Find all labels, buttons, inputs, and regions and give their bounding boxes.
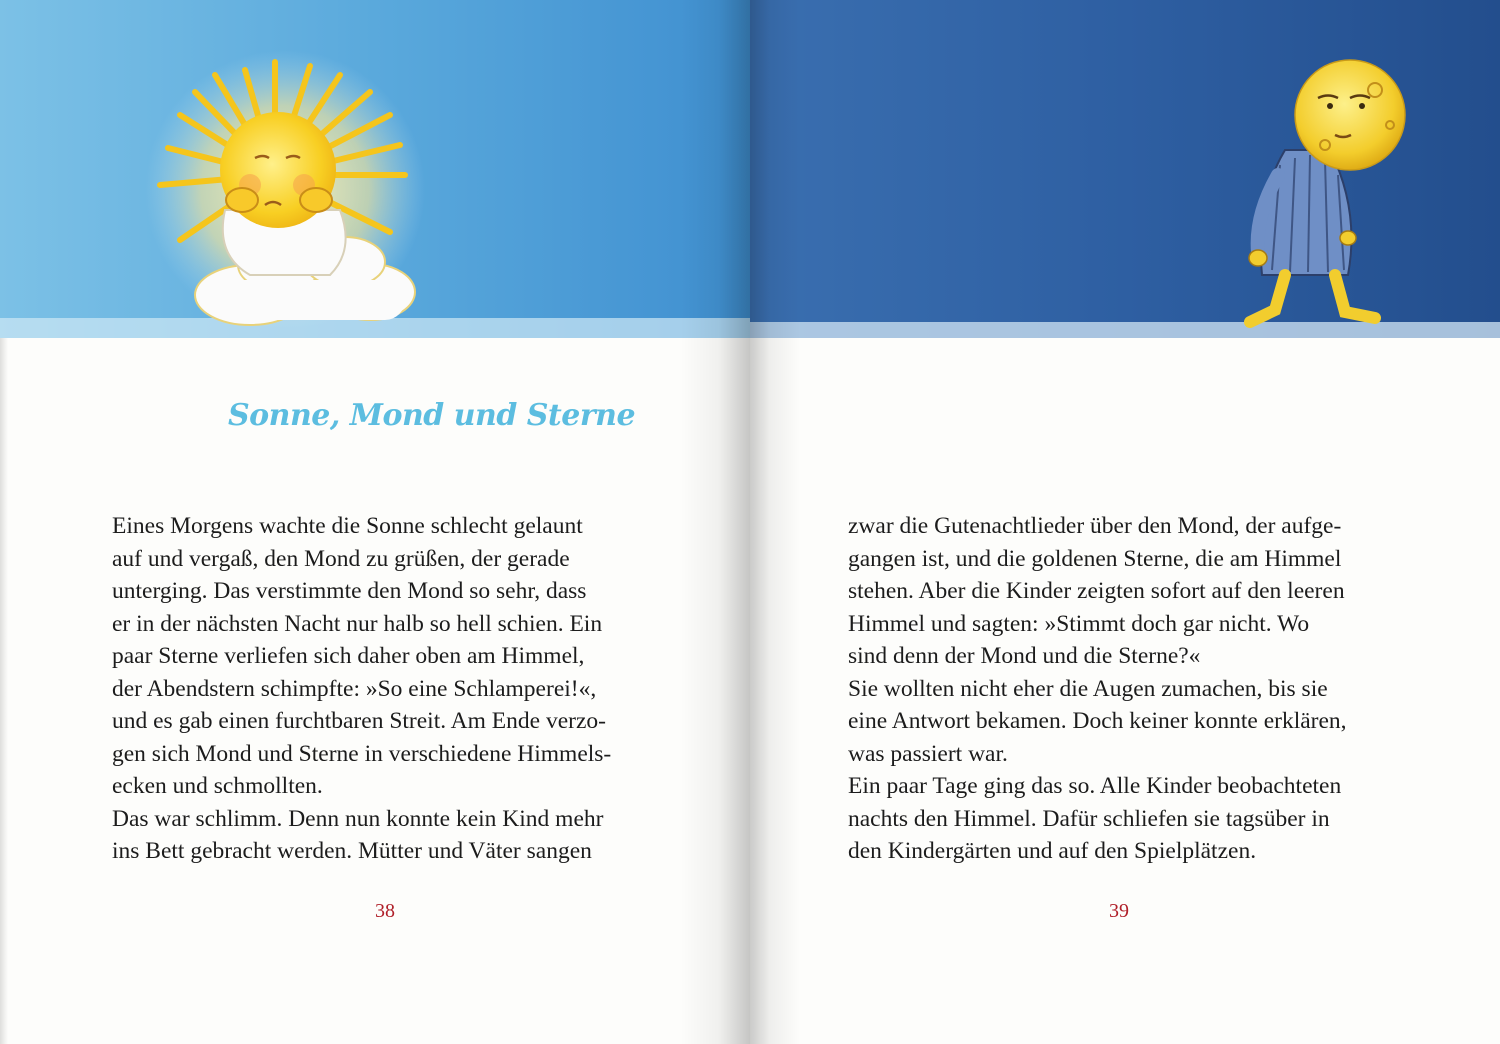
text-line: ecken und schmollten.	[112, 773, 323, 799]
left-page-text	[112, 510, 652, 868]
moon-illustration-svg	[750, 0, 1500, 338]
text-line: gangen ist, und die goldenen Sterne, die am Himmel	[848, 545, 1342, 572]
page-number-left: 38	[375, 900, 395, 922]
text-line: eine Antwort bekamen. Doch keiner konnte erklären,	[848, 708, 1347, 734]
text-line: Ein paar Tage ging das so. Alle Kinder beobachteten	[848, 773, 1342, 799]
text-line: ins Bett gebracht werden. Mütter und Väter sangen	[112, 838, 592, 864]
text-line: unterging. Das verstimmte den Mond so sehr, dass	[112, 578, 587, 604]
text-line: Himmel und sagten: »Stimmt doch gar nicht. Wo	[848, 610, 1310, 637]
text-line: Sie wollten nicht eher die Augen zumachen, bis sie	[848, 675, 1328, 702]
moon-face	[1295, 60, 1405, 170]
text-line: der Abendstern schimpfte: »So eine Schlamperei!«,	[112, 675, 597, 702]
text-line: den Kindergärten und auf den Spielplätzen.	[848, 838, 1257, 864]
text-line: nachts den Himmel. Dafür schliefen sie tagsüber in	[848, 805, 1330, 832]
text-line: zwar die Gutenachtlieder über den Mond, der aufge-	[848, 513, 1342, 539]
text-line: Eines Morgens wachte die Sonne schlecht gelaunt	[112, 513, 583, 539]
right-page-text	[848, 510, 1388, 868]
text-line: gen sich Mond und Sterne in verschiedene Himmels-	[112, 740, 612, 767]
chapter-title: Sonne, Mond und Sterne	[228, 398, 636, 433]
text-line: paar Sterne verliefen sich daher oben am Himmel,	[112, 643, 585, 669]
text-line: was passiert war.	[848, 740, 1008, 767]
sun-illustration	[0, 0, 750, 338]
text-line: stehen. Aber die Kinder zeigten sofort auf den leeren	[848, 578, 1345, 604]
page-number-right: 39	[1109, 900, 1129, 922]
text-line: auf und vergaß, den Mond zu grüßen, der gerade	[112, 545, 570, 572]
sun-illustration-svg	[0, 0, 750, 338]
text-line: Das war schlimm. Denn nun konnte kein Kind mehr	[112, 805, 604, 832]
text-line: und es gab einen furchtbaren Streit. Am Ende verzo-	[112, 708, 606, 734]
moon-illustration	[750, 0, 1500, 338]
text-line: sind denn der Mond und die Sterne?«	[848, 643, 1201, 669]
right-page	[750, 0, 1500, 1044]
text-line: er in der nächsten Nacht nur halb so hell schien. Ein	[112, 610, 603, 637]
